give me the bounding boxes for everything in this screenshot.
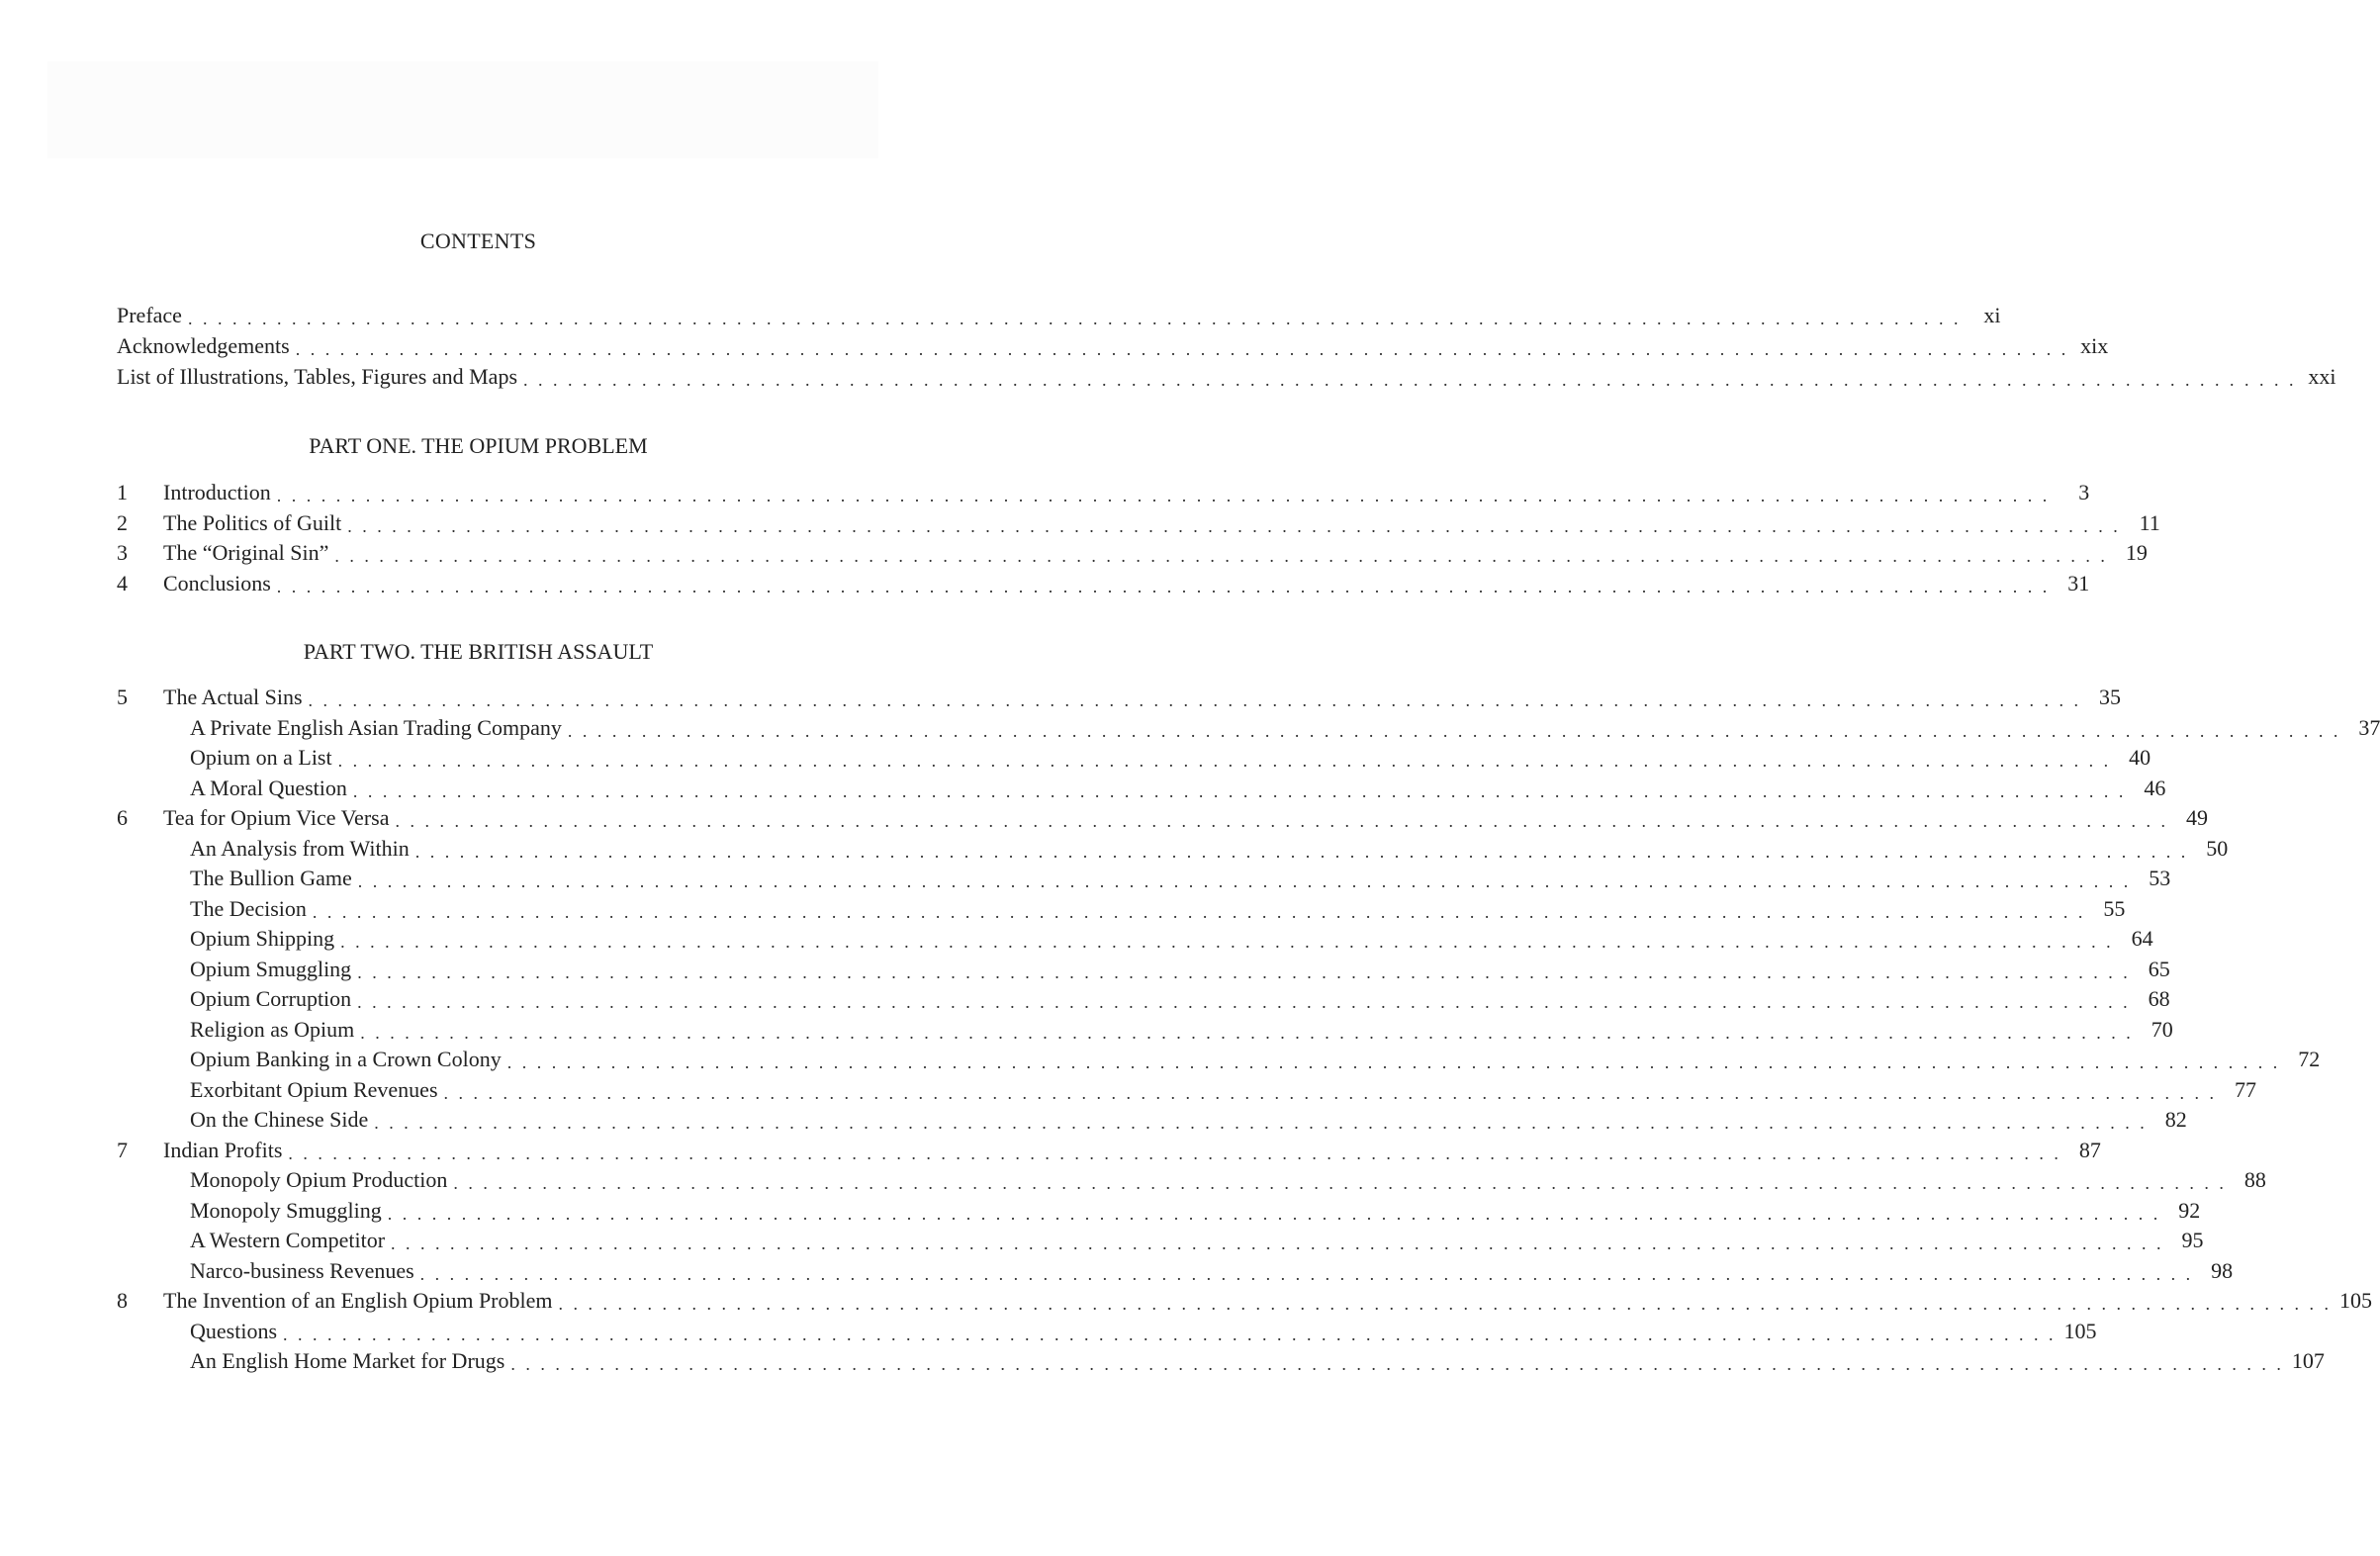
page-number: 46 [2144,776,2166,800]
dot-leader: . . . . . . . . . . . . . . . . . . . . . . . . . . . . . . . . . . . . . . . . . . . . . . . . . . . . . . . . . . . . . . . . . . . . . . . . . . . . . . . . . . . . . . . . . . . . . . . . . . . . . . . . . . . . . . . . . . . . . . . . [347,516,2121,536]
toc-subentry [117,1346,2325,1376]
page-number: 70 [2151,1017,2173,1042]
entry-title: A Private English Asian Trading Company [190,715,562,740]
entry-title: Opium Smuggling [190,957,352,981]
page-number: 19 [2125,540,2148,565]
entry-title: The Politics of Guilt [163,510,342,535]
page-number: 92 [2178,1198,2201,1223]
page-number: 64 [2131,926,2153,951]
dot-leader: . . . . . . . . . . . . . . . . . . . . . . . . . . . . . . . . . . . . . . . . . . . . . . . . . . . . . . . . . . . . . . . . . . . . . . . . . . . . . . . . . . . . . . . . . . . . . . . . . . . . . . . . . . . . . . . . . . . . . . . . [558,1294,2332,1314]
page-number: 65 [2148,957,2170,981]
toc-subentry [117,1105,2187,1135]
dot-leader: . . . . . . . . . . . . . . . . . . . . . . . . . . . . . . . . . . . . . . . . . . . . . . . . . . . . . . . . . . . . . . . . . . . . . . . . . . . . . . . . . . . . . . . . . . . . . . . . . . . . . . . . . . . . . . . . . . . . . . . . [523,370,2297,390]
chapter-number: 6 [117,805,128,830]
page-number: 11 [2139,510,2160,535]
page-number: xxi [2308,364,2336,389]
page-number: 3 [2078,480,2090,504]
dot-leader: . . . . . . . . . . . . . . . . . . . . . . . . . . . . . . . . . . . . . . . . . . . . . . . . . . . . . . . . . . . . . . . . . . . . . . . . . . . . . . . . . . . . . . . . . . . . . . . . . . . . . . . . . . . . . . . . . . . . . . . . [357,871,2132,891]
page-number: 105 [2063,1319,2097,1343]
dot-leader: . . . . . . . . . . . . . . . . . . . . . . . . . . . . . . . . . . . . . . . . . . . . . . . . . . . . . . . . . . . . . . . . . . . . . . . . . . . . . . . . . . . . . . . . . . . . . . . . . . . . . . . . . . . . . . . . . . . . . . . . [567,721,2341,741]
dot-leader: . . . . . . . . . . . . . . . . . . . . . . . . . . . . . . . . . . . . . . . . . . . . . . . . . . . . . . . . . . . . . . . . . . . . . . . . . . . . . . . . . . . . . . . . . . . . . . . . . . . . . . . . . . . . . . . . . . . . . . . . [337,751,2112,771]
entry-title: The Decision [190,896,307,921]
toc-subentry [117,1196,2201,1226]
toc-subentry [117,1226,2204,1255]
dot-leader: . . . . . . . . . . . . . . . . . . . . . . . . . . . . . . . . . . . . . . . . . . . . . . . . . . . . . . . . . . . . . . . . . . . . . . . . . . . . . . . . . . . . . . . . . . . . . . . . . . . . . . . . . . . . . . . . . . . . . . . . [357,962,2131,982]
toc-entry [117,538,2148,568]
entry-title: The Actual Sins [163,685,303,709]
part-title: PART ONE. THE OPIUM PROBLEM [309,433,648,458]
scan-shading [47,61,878,158]
page-number: 77 [2235,1077,2257,1102]
toc-subentry [117,924,2153,954]
entry-title: Monopoly Smuggling [190,1198,382,1223]
dot-leader: . . . . . . . . . . . . . . . . . . . . . . . . . . . . . . . . . . . . . . . . . . . . . . . . . . . . . . . . . . . . . . . . . . . . . . . . . . . . . . . . . . . . . . . . . . . . . . . . . . . . . . . . . . . . . . . . . . . . . . . . [443,1083,2218,1103]
entry-title: An English Home Market for Drugs [190,1348,505,1373]
entry-title: Questions [190,1319,277,1343]
toc-subentry [117,864,2171,893]
dot-leader: . . . . . . . . . . . . . . . . . . . . . . . . . . . . . . . . . . . . . . . . . . . . . . . . . . . . . . . . . . . . . . . . . . . . . . . . . . . . . . . . . . . . . . . . . . . . . . . . . . . . . . . . . . . . . . . . . . . . . . . . [288,1144,2061,1163]
entry-title: An Analysis from Within [190,836,410,861]
dot-leader: . . . . . . . . . . . . . . . . . . . . . . . . . . . . . . . . . . . . . . . . . . . . . . . . . . . . . . . . . . . . . . . . . . . . . . . . . . . . . . . . . . . . . . . . . . . . . . . . . . . . . . . . . . . . . . . . . . . . . . . . [414,842,2189,862]
chapter-number: 2 [117,510,128,535]
toc-entry [117,803,2208,833]
dot-leader: . . . . . . . . . . . . . . . . . . . . . . . . . . . . . . . . . . . . . . . . . . . . . . . . . . . . . . . . . . . . . . . . . . . . . . . . . . . . . . . . . . . . . . . . . . . . . . . . . . . . . . . . . . . . . . . . . . . . . . . . [453,1173,2227,1193]
toc-entry [117,301,2001,330]
page-number: 31 [2067,571,2090,595]
toc-subentry [117,1015,2173,1045]
entry-title: Indian Profits [163,1138,283,1162]
page-number: 49 [2185,805,2208,830]
entry-title: Religion as Opium [190,1017,355,1042]
entry-title: Narco-business Revenues [190,1258,414,1283]
chapter-number: 3 [117,540,128,565]
toc-entry [117,362,2336,392]
page-number: 107 [2291,1348,2325,1373]
page-number: 53 [2149,866,2171,890]
entry-title: A Moral Question [190,776,347,800]
page-number: 87 [2078,1138,2101,1162]
dot-leader: . . . . . . . . . . . . . . . . . . . . . . . . . . . . . . . . . . . . . . . . . . . . . . . . . . . . . . . . . . . . . . . . . . . . . . . . . . . . . . . . . . . . . . . . . . . . . . . . . . . . . . . . . . . . . . . . . . . . . . . . [308,690,2082,710]
toc-subentry [117,955,2170,984]
toc-subentry [117,774,2166,803]
page-number: 72 [2298,1047,2321,1071]
entry-title: Introduction [163,480,271,504]
entry-title: Exorbitant Opium Revenues [190,1077,438,1102]
entry-title: The “Original Sin” [163,540,329,565]
entry-title: Opium on a List [190,745,332,770]
entry-title: Monopoly Opium Production [190,1167,448,1192]
toc-entry [117,1286,2372,1316]
dot-leader: . . . . . . . . . . . . . . . . . . . . . . . . . . . . . . . . . . . . . . . . . . . . . . . . . . . . . . . . . . . . . . . . . . . . . . . . . . . . . . . . . . . . . . . . . . . . . . . . . . . . . . . . . . . . . . . . . . . . . . . . [340,932,2114,952]
contents-heading: CONTENTS [419,229,537,253]
dot-leader: . . . . . . . . . . . . . . . . . . . . . . . . . . . . . . . . . . . . . . . . . . . . . . . . . . . . . . . . . . . . . . . . . . . . . . . . . . . . . . . . . . . . . . . . . . . . . . . . . . . . . . . . . . . . . . . . . . . . . . . . [506,1053,2281,1072]
entry-title: The Invention of an English Opium Problem [163,1288,553,1313]
toc-subentry [117,894,2126,924]
page-number: 88 [2243,1167,2266,1192]
page-number: xi [1983,303,2001,327]
page-number: 40 [2129,745,2151,770]
page-number: 105 [2339,1288,2372,1313]
dot-leader: . . . . . . . . . . . . . . . . . . . . . . . . . . . . . . . . . . . . . . . . . . . . . . . . . . . . . . . . . . . . . . . . . . . . . . . . . . . . . . . . . . . . . . . . . . . . . . . . . . . . . . . . . . . . . . . . . . . . . . . . [276,577,2051,596]
toc-subentry [117,1045,2321,1074]
entry-title: A Western Competitor [190,1228,386,1252]
dot-leader: . . . . . . . . . . . . . . . . . . . . . . . . . . . . . . . . . . . . . . . . . . . . . . . . . . . . . . . . . . . . . . . . . . . . . . . . . . . . . . . . . . . . . . . . . . . . . . . . . . . . . . . . . . . . . . . . . . . . . . . . [276,486,2051,505]
chapter-number: 7 [117,1138,128,1162]
entry-title: The Bullion Game [190,866,352,890]
toc-subentry [117,1075,2257,1105]
dot-leader: . . . . . . . . . . . . . . . . . . . . . . . . . . . . . . . . . . . . . . . . . . . . . . . . . . . . . . . . . . . . . . . . . . . . . . . . . . . . . . . . . . . . . . . . . . . . . . . . . . . . . . . . . . . . . . . . . . . . . . . . [283,1325,2057,1344]
entry-title: Preface [117,303,182,327]
toc-subentry [117,1256,2234,1286]
toc-entry [117,508,2160,538]
toc-entry [117,683,2122,712]
toc-subentry [117,743,2151,773]
page-number: 68 [2148,986,2170,1011]
dot-leader: . . . . . . . . . . . . . . . . . . . . . . . . . . . . . . . . . . . . . . . . . . . . . . . . . . . . . . . . . . . . . . . . . . . . . . . . . . . . . . . . . . . . . . . . . . . . . . . . . . . . . . . . . . . . . . . . . . . . . . . . [312,902,2086,922]
dot-leader: . . . . . . . . . . . . . . . . . . . . . . . . . . . . . . . . . . . . . . . . . . . . . . . . . . . . . . . . . . . . . . . . . . . . . . . . . . . . . . . . . . . . . . . . . . . . . . . . . . . . . . . . . . . . . . . . . . . . . . . . [334,546,2108,566]
page-number: 35 [2099,685,2122,709]
dot-leader: . . . . . . . . . . . . . . . . . . . . . . . . . . . . . . . . . . . . . . . . . . . . . . . . . . . . . . . . . . . . . . . . . . . . . . . . . . . . . . . . . . . . . . . . . . . . . . . . . . . . . . . . . . . . . . . . . . . . . . . . [360,1023,2134,1043]
page-number: 95 [2181,1228,2204,1252]
chapter-number: 5 [117,685,128,709]
page-number: 50 [2206,836,2229,861]
entry-title: Opium Corruption [190,986,352,1011]
chapter-number: 8 [117,1288,128,1313]
chapter-number: 1 [117,480,128,504]
entry-title: Conclusions [163,571,271,595]
dot-leader: . . . . . . . . . . . . . . . . . . . . . . . . . . . . . . . . . . . . . . . . . . . . . . . . . . . . . . . . . . . . . . . . . . . . . . . . . . . . . . . . . . . . . . . . . . . . . . . . . . . . . . . . . . . . . . . . . . . . . . . . [352,781,2127,801]
entry-title: Tea for Opium Vice Versa [163,805,390,830]
toc-subentry [117,984,2170,1014]
toc-subentry [117,1317,2097,1346]
toc-subentry [117,1165,2266,1195]
dot-leader: . . . . . . . . . . . . . . . . . . . . . . . . . . . . . . . . . . . . . . . . . . . . . . . . . . . . . . . . . . . . . . . . . . . . . . . . . . . . . . . . . . . . . . . . . . . . . . . . . . . . . . . . . . . . . . . . . . . . . . . . [357,992,2131,1012]
dot-leader: . . . . . . . . . . . . . . . . . . . . . . . . . . . . . . . . . . . . . . . . . . . . . . . . . . . . . . . . . . . . . . . . . . . . . . . . . . . . . . . . . . . . . . . . . . . . . . . . . . . . . . . . . . . . . . . . . . . . . . . . [295,339,2069,359]
toc-subentry [117,834,2229,864]
toc-entry [117,331,2109,361]
chapter-number: 4 [117,571,128,595]
entry-title: Opium Shipping [190,926,335,951]
page-number: 98 [2211,1258,2234,1283]
entry-title: On the Chinese Side [190,1107,369,1132]
page-number: 55 [2103,896,2126,921]
dot-leader: . . . . . . . . . . . . . . . . . . . . . . . . . . . . . . . . . . . . . . . . . . . . . . . . . . . . . . . . . . . . . . . . . . . . . . . . . . . . . . . . . . . . . . . . . . . . . . . . . . . . . . . . . . . . . . . . . . . . . . . . [391,1234,2164,1253]
toc-entry [117,478,2090,507]
page-number: 82 [2164,1107,2187,1132]
entry-title: Opium Banking in a Crown Colony [190,1047,502,1071]
dot-leader: . . . . . . . . . . . . . . . . . . . . . . . . . . . . . . . . . . . . . . . . . . . . . . . . . . . . . . . . . . . . . . . . . . . . . . . . . . . . . . . . . . . . . . . . . . . . . . . . . . . . . . . . . . . . . . . . . . . . . . . . [374,1113,2148,1133]
page-number: 37 [2358,715,2380,740]
toc-entry [117,569,2090,598]
dot-leader: . . . . . . . . . . . . . . . . . . . . . . . . . . . . . . . . . . . . . . . . . . . . . . . . . . . . . . . . . . . . . . . . . . . . . . . . . . . . . . . . . . . . . . . . . . . . . . . . . . . . . . . . . . . . . . . . . . . . . . . . [510,1354,2284,1374]
part-title: PART TWO. THE BRITISH ASSAULT [303,639,654,664]
entry-title: List of Illustrations, Tables, Figures and Maps [117,364,518,389]
page-number: xix [2080,333,2109,358]
dot-leader: . . . . . . . . . . . . . . . . . . . . . . . . . . . . . . . . . . . . . . . . . . . . . . . . . . . . . . . . . . . . . . . . . . . . . . . . . . . . . . . . . . . . . . . . . . . . . . . . . . . . . . . . . . . . . . . . . . . . . . . . [187,309,1962,328]
toc-entry [117,1136,2101,1165]
entry-title: Acknowledgements [117,333,290,358]
dot-leader: . . . . . . . . . . . . . . . . . . . . . . . . . . . . . . . . . . . . . . . . . . . . . . . . . . . . . . . . . . . . . . . . . . . . . . . . . . . . . . . . . . . . . . . . . . . . . . . . . . . . . . . . . . . . . . . . . . . . . . . . [419,1264,2194,1284]
dot-leader: . . . . . . . . . . . . . . . . . . . . . . . . . . . . . . . . . . . . . . . . . . . . . . . . . . . . . . . . . . . . . . . . . . . . . . . . . . . . . . . . . . . . . . . . . . . . . . . . . . . . . . . . . . . . . . . . . . . . . . . . [395,811,2168,831]
dot-leader: . . . . . . . . . . . . . . . . . . . . . . . . . . . . . . . . . . . . . . . . . . . . . . . . . . . . . . . . . . . . . . . . . . . . . . . . . . . . . . . . . . . . . . . . . . . . . . . . . . . . . . . . . . . . . . . . . . . . . . . . [387,1204,2161,1224]
toc-subentry [117,713,2380,743]
